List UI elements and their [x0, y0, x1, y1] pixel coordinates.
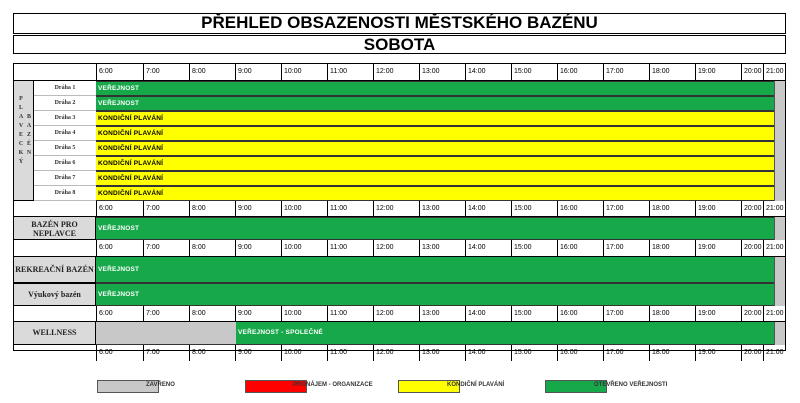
time-label: 9:00: [235, 240, 281, 256]
lane-bar: KONDIČNÍ PLAVÁNÍ: [96, 171, 774, 186]
time-label: 20:00: [741, 345, 763, 361]
time-label: 13:00: [419, 345, 465, 361]
rekreacni-label-text: REKREAČNÍ BAZÉN: [15, 265, 94, 274]
time-label: 13:00: [419, 240, 465, 256]
vertical-char: É: [26, 141, 31, 147]
vyukovy-label-text: Výukový bazén: [28, 290, 81, 299]
time-label: 10:00: [281, 64, 327, 80]
neplavci-label-text: BAZÉN PRO NEPLAVCE: [31, 220, 78, 238]
time-label: 13:00: [419, 306, 465, 322]
time-label: 11:00: [327, 201, 373, 217]
lane-bar: KONDIČNÍ PLAVÁNÍ: [96, 156, 774, 171]
legend-label: KONDIČNÍ PLAVÁNÍ: [447, 382, 505, 388]
lane-bar: KONDIČNÍ PLAVÁNÍ: [96, 141, 774, 156]
time-label: 8:00: [189, 345, 235, 361]
time-label: 6:00: [96, 64, 143, 80]
lane-endcap: [774, 186, 785, 201]
vertical-char: K: [18, 150, 24, 156]
vyukovy-label: [13, 283, 96, 306]
lane-endcap: [774, 126, 785, 141]
vertical-char: L: [18, 105, 23, 111]
time-label: 11:00: [327, 306, 373, 322]
legend-label: PRONÁJEM - ORGANIZACE: [293, 382, 373, 388]
rekreacni-label: [13, 256, 96, 283]
time-label: 9:00: [235, 64, 281, 80]
lane-label: Dráha 2: [34, 96, 96, 111]
time-label: 16:00: [557, 240, 603, 256]
time-label: 20:00: [741, 201, 763, 217]
time-label: 16:00: [557, 345, 603, 361]
time-label: 7:00: [143, 306, 189, 322]
row-separator: [13, 256, 786, 257]
vyukovy-endcap: [774, 283, 785, 306]
time-label: 14:00: [465, 240, 511, 256]
day-title: SOBOTA: [13, 35, 786, 54]
time-label: 11:00: [327, 345, 373, 361]
time-label: 21:00: [763, 240, 786, 256]
vertical-char: C: [18, 141, 24, 147]
time-label: 8:00: [189, 64, 235, 80]
time-label: 16:00: [557, 201, 603, 217]
neplavci-bar: VEŘEJNOST: [96, 217, 774, 240]
lane-endcap: [774, 141, 785, 156]
time-label: 10:00: [281, 240, 327, 256]
time-label: 8:00: [189, 240, 235, 256]
row-separator: [13, 321, 786, 322]
lane-bar: KONDIČNÍ PLAVÁNÍ: [96, 126, 774, 141]
plavecky-vertical-word: [17, 95, 25, 167]
time-label: 7:00: [143, 64, 189, 80]
time-label: 18:00: [649, 345, 695, 361]
time-label: 14:00: [465, 306, 511, 322]
vertical-char: N: [26, 150, 32, 156]
time-label: 9:00: [235, 201, 281, 217]
neplavci-label: [13, 216, 96, 240]
lane-label: Dráha 6: [34, 156, 96, 171]
time-label: 12:00: [373, 64, 419, 80]
wellness-label-text: WELLNESS: [32, 328, 77, 337]
time-label: 17:00: [603, 201, 649, 217]
neplavci-endcap: [774, 217, 785, 240]
time-label: 17:00: [603, 345, 649, 361]
time-label: 10:00: [281, 201, 327, 217]
lane-label: Dráha 3: [34, 111, 96, 126]
lane-bar: VEŘEJNOST: [96, 81, 774, 96]
wellness-closed-bar: [96, 321, 236, 345]
time-label: 18:00: [649, 240, 695, 256]
time-label: 12:00: [373, 201, 419, 217]
time-label: 19:00: [695, 240, 741, 256]
lane-bar: KONDIČNÍ PLAVÁNÍ: [96, 111, 774, 126]
time-label: 19:00: [695, 306, 741, 322]
lane-endcap: [774, 156, 785, 171]
lane-endcap: [774, 111, 785, 126]
time-label: 19:00: [695, 201, 741, 217]
vertical-char: B: [26, 114, 31, 120]
time-label: 16:00: [557, 64, 603, 80]
lane-label: Dráha 8: [34, 186, 96, 201]
lane-endcap: [774, 171, 785, 186]
time-label: 14:00: [465, 345, 511, 361]
time-header-3: [96, 240, 786, 256]
legend-label: ZAVŘENO: [146, 382, 175, 388]
wellness-bar: VEŘEJNOST - SPOLEČNÉ: [236, 321, 774, 345]
lane-bar: KONDIČNÍ PLAVÁNÍ: [96, 186, 774, 201]
vertical-char: Z: [26, 132, 31, 138]
bazen-vertical-word: [25, 113, 33, 158]
time-label: 17:00: [603, 306, 649, 322]
time-label: 9:00: [235, 306, 281, 322]
vertical-char: P: [19, 96, 23, 102]
time-label: 15:00: [511, 306, 557, 322]
time-label: 19:00: [695, 64, 741, 80]
time-label: 15:00: [511, 64, 557, 80]
time-label: 15:00: [511, 345, 557, 361]
time-label: 18:00: [649, 306, 695, 322]
time-label: 8:00: [189, 201, 235, 217]
time-label: 18:00: [649, 201, 695, 217]
lane-label: Dráha 1: [34, 81, 96, 96]
vertical-char: Ý: [18, 159, 24, 165]
time-header-5: [96, 345, 786, 361]
row-separator: [13, 216, 786, 217]
time-label: 7:00: [143, 201, 189, 217]
time-label: 17:00: [603, 240, 649, 256]
time-label: 9:00: [235, 345, 281, 361]
row-separator: [13, 80, 786, 81]
wellness-endcap: [774, 321, 785, 345]
time-label: 21:00: [763, 306, 786, 322]
lane-label: Dráha 5: [34, 141, 96, 156]
page-title: PŘEHLED OBSAZENOSTI MĚSTSKÉHO BAZÉNU: [13, 13, 786, 34]
time-label: 11:00: [327, 240, 373, 256]
time-label: 15:00: [511, 240, 557, 256]
lane-bar: VEŘEJNOST: [96, 96, 774, 111]
time-label: 12:00: [373, 306, 419, 322]
time-label: 12:00: [373, 345, 419, 361]
time-label: 10:00: [281, 306, 327, 322]
time-header-1: [96, 64, 786, 80]
time-label: 12:00: [373, 240, 419, 256]
legend-label: OTEVŘENO VEŘEJNOSTI: [594, 382, 668, 388]
rekreacni-endcap: [774, 256, 785, 283]
wellness-label: [13, 321, 96, 345]
time-label: 7:00: [143, 240, 189, 256]
time-label: 21:00: [763, 64, 786, 80]
time-label: 14:00: [465, 64, 511, 80]
lane-endcap: [774, 96, 785, 111]
time-label: 21:00: [763, 201, 786, 217]
time-label: 6:00: [96, 240, 143, 256]
time-header-2: [96, 201, 786, 217]
time-label: 14:00: [465, 201, 511, 217]
time-label: 19:00: [695, 345, 741, 361]
vertical-char: A: [18, 114, 24, 120]
time-label: 13:00: [419, 64, 465, 80]
time-label: 20:00: [741, 306, 763, 322]
vertical-char: E: [18, 132, 23, 138]
time-label: 16:00: [557, 306, 603, 322]
time-label: 10:00: [281, 345, 327, 361]
lane-endcap: [774, 81, 785, 96]
vertical-char: A: [26, 123, 32, 129]
time-label: 6:00: [96, 345, 143, 361]
time-label: 18:00: [649, 64, 695, 80]
time-label: 7:00: [143, 345, 189, 361]
time-label: 20:00: [741, 240, 763, 256]
time-label: 8:00: [189, 306, 235, 322]
vyukovy-bar: VEŘEJNOST: [96, 283, 774, 306]
time-label: 21:00: [763, 345, 786, 361]
time-label: 15:00: [511, 201, 557, 217]
lane-label: Dráha 7: [34, 171, 96, 186]
vertical-char: V: [18, 123, 24, 129]
time-label: 17:00: [603, 64, 649, 80]
time-label: 6:00: [96, 306, 143, 322]
time-label: 13:00: [419, 201, 465, 217]
time-header-4: [96, 306, 786, 322]
time-label: 11:00: [327, 64, 373, 80]
time-label: 6:00: [96, 201, 143, 217]
time-label: 20:00: [741, 64, 763, 80]
rekreacni-bar: VEŘEJNOST: [96, 256, 774, 283]
lane-label: Dráha 4: [34, 126, 96, 141]
